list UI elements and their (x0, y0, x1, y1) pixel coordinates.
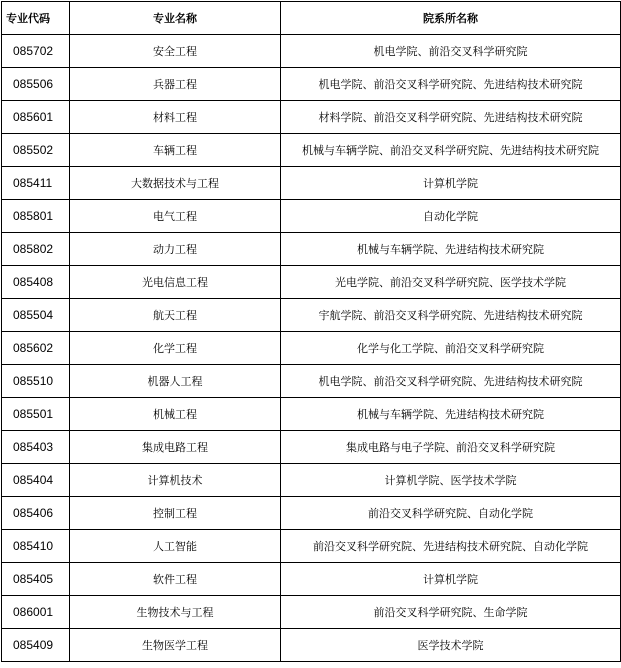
table-row (2, 398, 621, 431)
table-row (2, 233, 621, 266)
major-cell: 计算机技术 (70, 464, 281, 497)
major-cell: 人工智能 (70, 530, 281, 563)
table-row (2, 596, 621, 629)
major-cell: 化学工程 (70, 332, 281, 365)
header-dept: 院系所名称 (281, 2, 621, 35)
major-cell: 光电信息工程 (70, 266, 281, 299)
major-cell: 材料工程 (70, 101, 281, 134)
code-cell: 085601 (2, 101, 70, 134)
code-cell: 085410 (2, 530, 70, 563)
table-row (2, 68, 621, 101)
code-cell: 086001 (2, 596, 70, 629)
dept-cell: 计算机学院 (281, 167, 621, 200)
dept-cell: 光电学院、前沿交叉科学研究院、医学技术学院 (281, 266, 621, 299)
code-cell: 085702 (2, 35, 70, 68)
code-cell: 085405 (2, 563, 70, 596)
table-row (2, 266, 621, 299)
majors-table (1, 1, 621, 662)
table-row (2, 35, 621, 68)
table-row (2, 365, 621, 398)
major-cell: 兵器工程 (70, 68, 281, 101)
table-row (2, 332, 621, 365)
code-cell: 085408 (2, 266, 70, 299)
major-cell: 动力工程 (70, 233, 281, 266)
table-row (2, 629, 621, 662)
dept-cell: 化学与化工学院、前沿交叉科学研究院 (281, 332, 621, 365)
major-cell: 安全工程 (70, 35, 281, 68)
dept-cell: 前沿交叉科学研究院、生命学院 (281, 596, 621, 629)
code-cell: 085406 (2, 497, 70, 530)
major-cell: 大数据技术与工程 (70, 167, 281, 200)
header-code: 专业代码 (2, 2, 70, 35)
dept-cell: 机电学院、前沿交叉科学研究院 (281, 35, 621, 68)
code-cell: 085504 (2, 299, 70, 332)
table-row (2, 167, 621, 200)
major-cell: 控制工程 (70, 497, 281, 530)
major-cell: 电气工程 (70, 200, 281, 233)
table-row (2, 200, 621, 233)
code-cell: 085801 (2, 200, 70, 233)
code-cell: 085404 (2, 464, 70, 497)
dept-cell: 集成电路与电子学院、前沿交叉科学研究院 (281, 431, 621, 464)
table-row (2, 134, 621, 167)
major-cell: 机器人工程 (70, 365, 281, 398)
major-cell: 软件工程 (70, 563, 281, 596)
table-row (2, 563, 621, 596)
dept-cell: 机械与车辆学院、先进结构技术研究院 (281, 233, 621, 266)
code-cell: 085501 (2, 398, 70, 431)
table-row (2, 431, 621, 464)
dept-cell: 前沿交叉科学研究院、先进结构技术研究院、自动化学院 (281, 530, 621, 563)
dept-cell: 宇航学院、前沿交叉科学研究院、先进结构技术研究院 (281, 299, 621, 332)
header-row (2, 2, 621, 35)
table-row (2, 101, 621, 134)
major-cell: 集成电路工程 (70, 431, 281, 464)
code-cell: 085403 (2, 431, 70, 464)
dept-cell: 机械与车辆学院、前沿交叉科学研究院、先进结构技术研究院 (281, 134, 621, 167)
dept-cell: 机电学院、前沿交叉科学研究院、先进结构技术研究院 (281, 365, 621, 398)
code-cell: 085506 (2, 68, 70, 101)
major-cell: 车辆工程 (70, 134, 281, 167)
dept-cell: 医学技术学院 (281, 629, 621, 662)
dept-cell: 机械与车辆学院、先进结构技术研究院 (281, 398, 621, 431)
major-cell: 生物医学工程 (70, 629, 281, 662)
major-cell: 生物技术与工程 (70, 596, 281, 629)
table-row (2, 464, 621, 497)
header-major: 专业名称 (70, 2, 281, 35)
major-cell: 航天工程 (70, 299, 281, 332)
code-cell: 085802 (2, 233, 70, 266)
table-body (2, 35, 621, 662)
major-cell: 机械工程 (70, 398, 281, 431)
code-cell: 085602 (2, 332, 70, 365)
dept-cell: 机电学院、前沿交叉科学研究院、先进结构技术研究院 (281, 68, 621, 101)
dept-cell: 自动化学院 (281, 200, 621, 233)
table-row (2, 497, 621, 530)
table-row (2, 299, 621, 332)
code-cell: 085411 (2, 167, 70, 200)
code-cell: 085409 (2, 629, 70, 662)
dept-cell: 材料学院、前沿交叉科学研究院、先进结构技术研究院 (281, 101, 621, 134)
dept-cell: 前沿交叉科学研究院、自动化学院 (281, 497, 621, 530)
table-header (2, 2, 621, 35)
code-cell: 085502 (2, 134, 70, 167)
code-cell: 085510 (2, 365, 70, 398)
dept-cell: 计算机学院 (281, 563, 621, 596)
table-row (2, 530, 621, 563)
dept-cell: 计算机学院、医学技术学院 (281, 464, 621, 497)
